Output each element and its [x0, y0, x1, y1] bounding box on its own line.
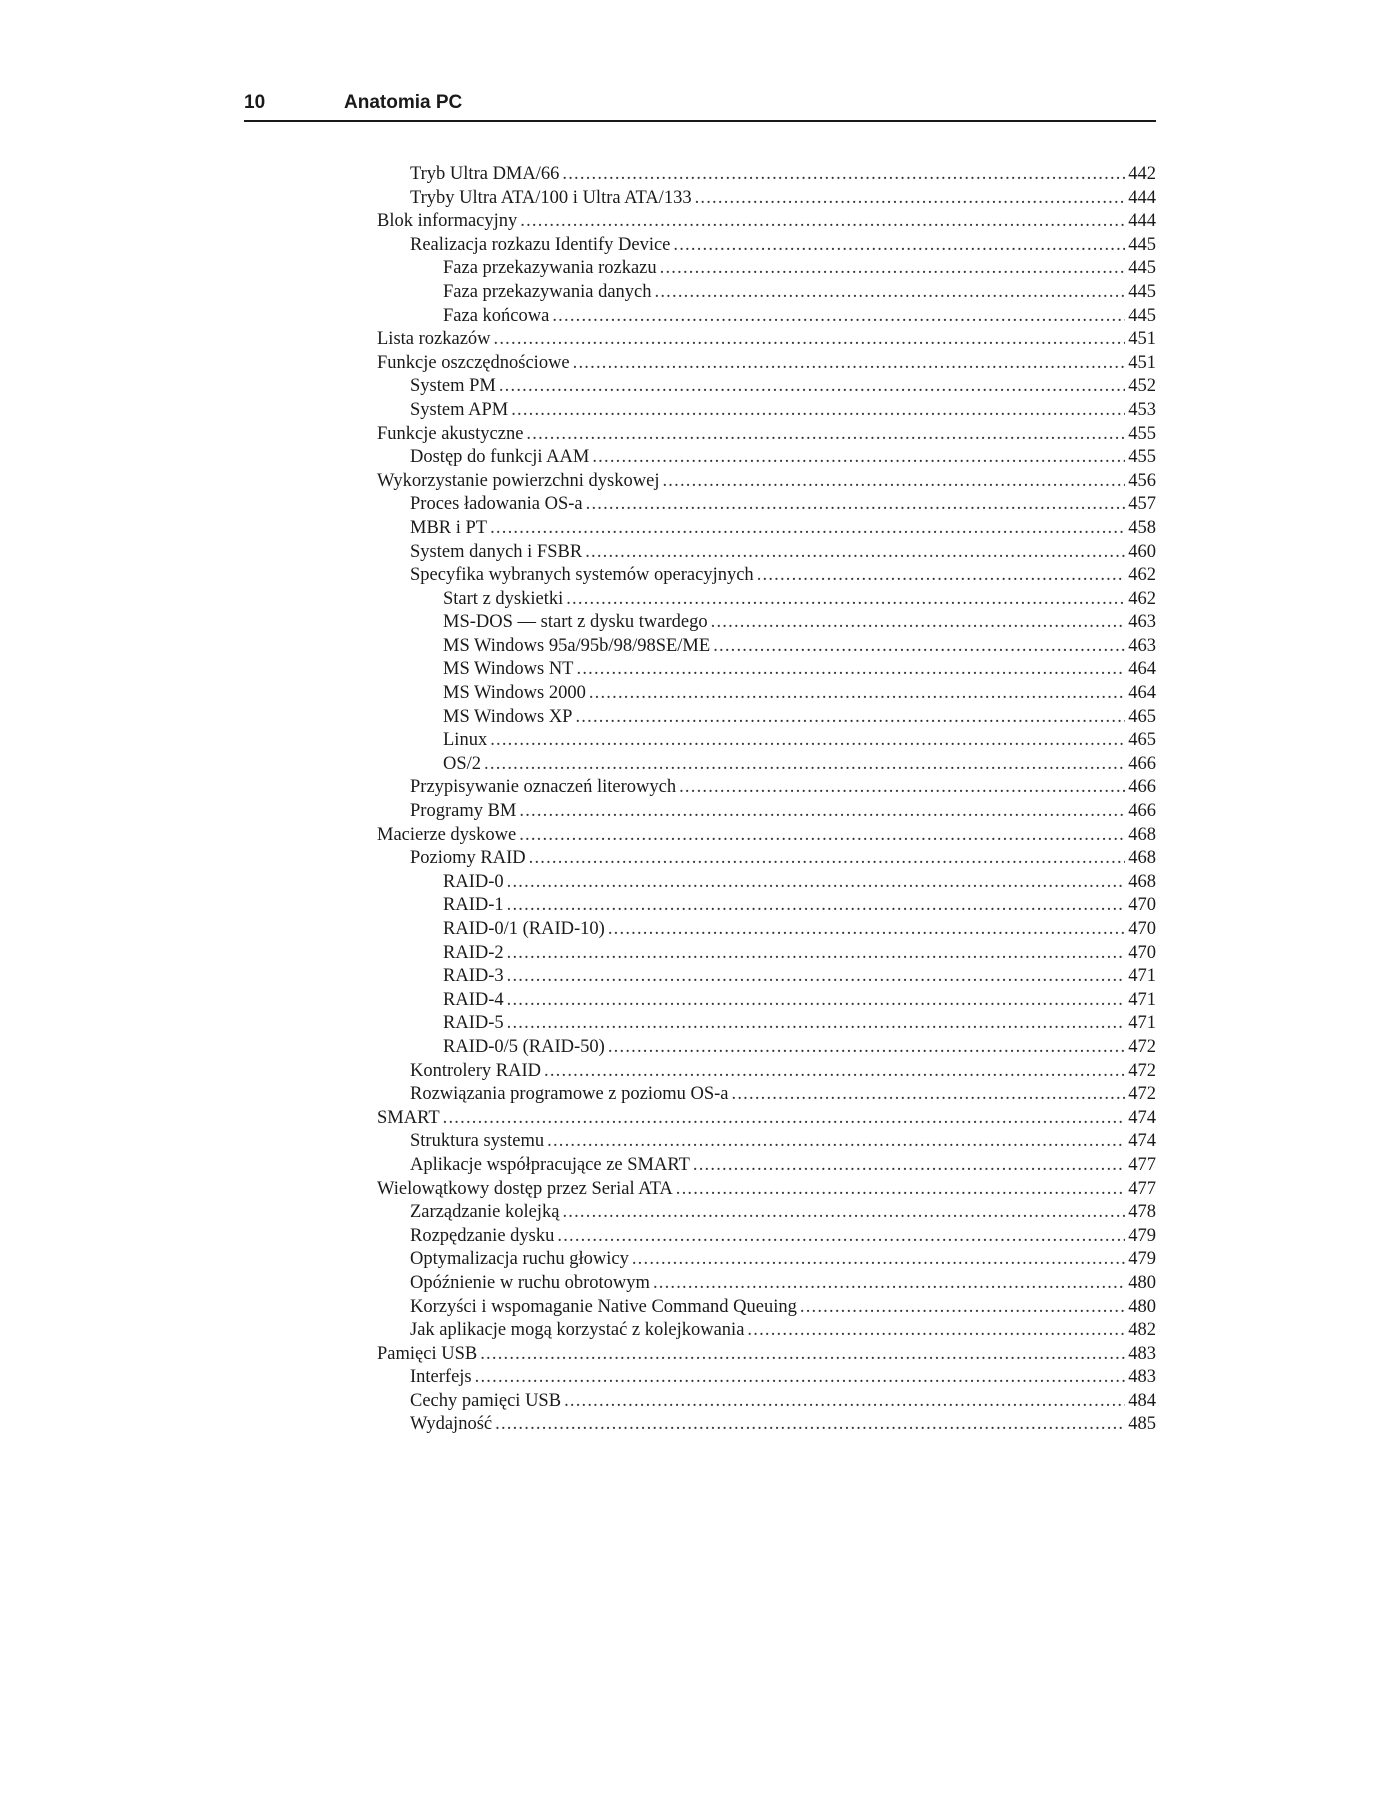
toc-entry	[377, 918, 1156, 942]
dot-leader	[632, 1248, 1125, 1272]
toc-entry-title: Poziomy RAID	[410, 848, 526, 869]
toc-entry	[377, 1154, 1156, 1178]
dot-leader	[507, 1012, 1126, 1036]
toc-entry-page: 477	[1128, 1154, 1156, 1175]
toc-entry	[377, 305, 1156, 329]
dot-leader	[662, 470, 1125, 494]
toc-entry-page: 466	[1128, 801, 1156, 822]
toc-entry-page: 466	[1128, 753, 1156, 774]
dot-leader	[507, 989, 1126, 1013]
toc-entry	[377, 658, 1156, 682]
toc-entry-page: 455	[1128, 447, 1156, 468]
toc-entry-title: MS Windows NT	[443, 659, 574, 680]
toc-entry-title: Pamięci USB	[377, 1343, 478, 1364]
toc-entry-title: Tryby Ultra ATA/100 i Ultra ATA/133	[410, 187, 692, 208]
toc-entry-page: 472	[1128, 1036, 1156, 1057]
toc-entry-page: 463	[1128, 635, 1156, 656]
toc-entry	[377, 706, 1156, 730]
toc-entry-page: 485	[1128, 1414, 1156, 1435]
dot-leader	[562, 163, 1125, 187]
toc-entry	[377, 942, 1156, 966]
toc-entry-page: 466	[1128, 777, 1156, 798]
toc-entry	[377, 824, 1156, 848]
toc-entry-title: Programy BM	[410, 801, 517, 822]
toc-entry-title: RAID-0	[443, 871, 504, 892]
toc-entry	[377, 1366, 1156, 1390]
dot-leader	[679, 776, 1125, 800]
toc-entry-page: 445	[1128, 305, 1156, 326]
toc-entry	[377, 187, 1156, 211]
toc-entry-title: Tryb Ultra DMA/66	[410, 164, 560, 184]
dot-leader	[653, 1272, 1125, 1296]
toc-entry-title: Start z dyskietki	[443, 588, 564, 609]
dot-leader	[511, 399, 1125, 423]
dot-leader	[519, 800, 1125, 824]
dot-leader	[520, 210, 1125, 234]
toc-entry-title: RAID-0/5 (RAID-50)	[443, 1036, 605, 1057]
toc-entry-page: 445	[1128, 234, 1156, 255]
toc-entry-title: Aplikacje współpracujące ze SMART	[410, 1154, 690, 1175]
dot-leader	[592, 446, 1125, 470]
dot-leader	[564, 1390, 1125, 1414]
toc-entry-page: 470	[1128, 919, 1156, 939]
toc-entry-title: RAID-5	[443, 1013, 504, 1034]
dot-leader	[655, 281, 1126, 305]
toc-entry	[377, 729, 1156, 753]
dot-leader	[711, 611, 1126, 635]
dot-leader	[757, 564, 1126, 588]
toc-entry	[377, 1060, 1156, 1084]
toc-entry	[377, 1036, 1156, 1060]
dot-leader	[747, 1319, 1125, 1343]
toc-entry-page: 457	[1128, 494, 1156, 515]
toc-entry-title: SMART	[377, 1107, 440, 1128]
dot-leader	[443, 1107, 1126, 1131]
toc-entry-page: 444	[1128, 211, 1156, 232]
dot-leader	[480, 1343, 1125, 1367]
dot-leader	[475, 1366, 1126, 1390]
toc-entry-page: 468	[1128, 824, 1156, 845]
toc-entry	[377, 611, 1156, 635]
toc-entry-page: 470	[1128, 942, 1156, 963]
toc-entry	[377, 1201, 1156, 1225]
dot-leader	[519, 824, 1125, 848]
toc-entry	[377, 965, 1156, 989]
dot-leader	[490, 729, 1125, 753]
toc-entry-title: Wykorzystanie powierzchni dyskowej	[377, 470, 660, 491]
toc-entry-page: 451	[1128, 352, 1156, 373]
toc-entry	[377, 328, 1156, 352]
toc-entry-title: Rozpędzanie dysku	[410, 1225, 555, 1246]
toc-entry	[377, 257, 1156, 281]
toc-entry-page: 480	[1128, 1296, 1156, 1317]
toc-entry-title: Cechy pamięci USB	[410, 1390, 562, 1411]
dot-leader	[566, 588, 1125, 612]
toc-entry-page: 452	[1128, 376, 1156, 397]
toc-entry-page: 468	[1128, 848, 1156, 869]
dot-leader	[484, 753, 1125, 777]
dot-leader	[585, 541, 1125, 565]
toc-entry-title: Optymalizacja ruchu głowicy	[410, 1249, 629, 1270]
dot-leader	[695, 187, 1126, 211]
toc-entry-title: Struktura systemu	[410, 1131, 545, 1152]
toc-entry-page: 458	[1128, 517, 1156, 538]
toc-entry	[377, 1107, 1156, 1131]
dot-leader	[693, 1154, 1125, 1178]
toc-entry-title: Funkcje akustyczne	[377, 423, 524, 444]
toc-entry-title: MS Windows XP	[443, 706, 573, 727]
toc-entry-title: Faza przekazywania rozkazu	[443, 258, 657, 279]
dot-leader	[507, 942, 1126, 966]
toc-entry-page: 472	[1128, 1060, 1156, 1081]
toc-entry-page: 470	[1128, 895, 1156, 916]
table-of-contents	[377, 163, 1156, 1437]
toc-entry-page: 451	[1128, 329, 1156, 350]
toc-entry	[377, 493, 1156, 517]
book-title: Anatomia PC	[344, 92, 463, 113]
toc-entry-title: Jak aplikacje mogą korzystać z kolejkowania	[410, 1320, 745, 1341]
toc-entry-title: RAID-3	[443, 966, 504, 987]
toc-entry-page: 465	[1128, 706, 1156, 727]
toc-entry-page: 442	[1128, 164, 1156, 184]
toc-entry-title: Zarządzanie kolejką	[410, 1202, 560, 1223]
toc-entry-page: 478	[1128, 1202, 1156, 1223]
dot-leader	[732, 1083, 1126, 1107]
toc-entry-page: 453	[1128, 399, 1156, 420]
dot-leader	[529, 847, 1126, 871]
toc-entry	[377, 517, 1156, 541]
toc-entry-title: RAID-0/1 (RAID-10)	[443, 919, 605, 939]
toc-entry	[377, 352, 1156, 376]
toc-entry	[377, 1296, 1156, 1320]
toc-entry-title: Kontrolery RAID	[410, 1060, 542, 1081]
dot-leader	[495, 1413, 1125, 1437]
toc-entry	[377, 1319, 1156, 1343]
toc-entry-page: 471	[1128, 989, 1156, 1010]
dot-leader	[547, 1130, 1125, 1154]
toc-entry-title: MS Windows 2000	[443, 683, 586, 704]
toc-entry-page: 483	[1128, 1343, 1156, 1364]
dot-leader	[575, 706, 1125, 730]
toc-entry	[377, 446, 1156, 470]
toc-entry-page: 456	[1128, 470, 1156, 491]
toc-entry-page: 464	[1128, 683, 1156, 704]
toc-entry	[377, 1130, 1156, 1154]
toc-entry-title: Dostęp do funkcji AAM	[410, 447, 590, 468]
toc-entry	[377, 989, 1156, 1013]
toc-entry	[377, 753, 1156, 777]
dot-leader	[589, 682, 1125, 706]
toc-entry-title: Opóźnienie w ruchu obrotowym	[410, 1272, 650, 1293]
toc-entry-title: System APM	[410, 399, 509, 420]
toc-entry	[377, 1413, 1156, 1437]
toc-entry	[377, 210, 1156, 234]
toc-entry-title: Lista rozkazów	[377, 329, 491, 350]
toc-entry	[377, 1343, 1156, 1367]
running-header	[244, 90, 1156, 122]
toc-entry-title: Linux	[443, 730, 488, 751]
toc-entry	[377, 871, 1156, 895]
toc-entry-title: Realizacja rozkazu Identify Device	[410, 234, 671, 255]
dot-leader	[673, 234, 1125, 258]
toc-entry-title: Proces ładowania OS-a	[410, 494, 583, 515]
dot-leader	[800, 1296, 1125, 1320]
toc-entry-title: Blok informacyjny	[377, 211, 518, 232]
toc-entry-page: 445	[1128, 258, 1156, 279]
toc-entry	[377, 1272, 1156, 1296]
page-number: 10	[244, 92, 266, 113]
toc-entry	[377, 1248, 1156, 1272]
toc-entry-page: 471	[1128, 966, 1156, 987]
dot-leader	[608, 1036, 1125, 1060]
dot-leader	[557, 1225, 1125, 1249]
dot-leader	[713, 635, 1125, 659]
dot-leader	[586, 493, 1126, 517]
toc-entry	[377, 1390, 1156, 1414]
toc-entry	[377, 635, 1156, 659]
dot-leader	[507, 965, 1126, 989]
toc-entry-title: MS Windows 95a/95b/98/98SE/ME	[443, 635, 711, 656]
dot-leader	[499, 375, 1125, 399]
toc-entry	[377, 1178, 1156, 1202]
toc-entry	[377, 234, 1156, 258]
toc-entry-title: Specyfika wybranych systemów operacyjnych	[410, 565, 754, 586]
toc-entry-page: 455	[1128, 423, 1156, 444]
toc-entry-title: Wielowątkowy dostęp przez Serial ATA	[377, 1178, 673, 1199]
toc-entry-page: 474	[1128, 1107, 1156, 1128]
toc-entry	[377, 470, 1156, 494]
toc-entry-title: Interfejs	[410, 1367, 472, 1388]
toc-entry	[377, 281, 1156, 305]
toc-entry	[377, 847, 1156, 871]
toc-entry-title: Funkcje oszczędnościowe	[377, 352, 570, 373]
dot-leader	[526, 423, 1125, 447]
toc-entry	[377, 564, 1156, 588]
toc-entry	[377, 423, 1156, 447]
toc-entry-title: Korzyści i wspomaganie Native Command Queuing	[410, 1296, 797, 1317]
dot-leader	[494, 328, 1126, 352]
toc-entry	[377, 1225, 1156, 1249]
toc-entry-title: Wydajność	[410, 1414, 493, 1435]
toc-entry-title: Przypisywanie oznaczeń literowych	[410, 777, 677, 798]
toc-entry-title: MS-DOS — start z dysku twardego	[443, 612, 708, 633]
toc-entry-page: 462	[1128, 565, 1156, 586]
toc-entry-page: 480	[1128, 1272, 1156, 1293]
toc-entry-page: 465	[1128, 730, 1156, 751]
toc-entry-page: 444	[1128, 187, 1156, 208]
dot-leader	[490, 517, 1125, 541]
dot-leader	[544, 1060, 1125, 1084]
dot-leader	[562, 1201, 1125, 1225]
dot-leader	[552, 305, 1125, 329]
toc-entry-page: 474	[1128, 1131, 1156, 1152]
dot-leader	[660, 257, 1126, 281]
toc-entry-page: 468	[1128, 871, 1156, 892]
toc-entry-page: 483	[1128, 1367, 1156, 1388]
toc-entry	[377, 894, 1156, 918]
toc-entry	[377, 399, 1156, 423]
toc-entry-page: 462	[1128, 588, 1156, 609]
toc-entry-title: System PM	[410, 376, 496, 397]
toc-entry-title: Macierze dyskowe	[377, 824, 517, 845]
toc-entry-title: OS/2	[443, 753, 482, 774]
dot-leader	[573, 352, 1126, 376]
toc-entry-page: 464	[1128, 659, 1156, 680]
toc-entry-page: 460	[1128, 541, 1156, 562]
toc-entry-title: RAID-2	[443, 942, 504, 963]
toc-entry-page: 479	[1128, 1225, 1156, 1246]
toc-entry-page: 471	[1128, 1013, 1156, 1034]
toc-entry-title: RAID-4	[443, 989, 504, 1010]
toc-entry-page: 463	[1128, 612, 1156, 633]
toc-entry	[377, 776, 1156, 800]
toc-entry-title: Rozwiązania programowe z poziomu OS-a	[410, 1084, 729, 1105]
dot-leader	[507, 894, 1126, 918]
toc-entry-page: 445	[1128, 281, 1156, 302]
toc-entry	[377, 375, 1156, 399]
toc-entry-page: 484	[1128, 1390, 1156, 1411]
toc-entry-title: MBR i PT	[410, 517, 488, 538]
toc-entry	[377, 541, 1156, 565]
toc-entry	[377, 1083, 1156, 1107]
toc-entry-title: Faza przekazywania danych	[443, 281, 652, 302]
toc-entry-title: RAID-1	[443, 895, 504, 916]
toc-entry-title: Faza końcowa	[443, 305, 550, 326]
toc-entry-page: 479	[1128, 1249, 1156, 1270]
toc-entry-title: System danych i FSBR	[410, 541, 583, 562]
toc-entry-page: 482	[1128, 1320, 1156, 1341]
toc-entry	[377, 1012, 1156, 1036]
dot-leader	[507, 871, 1126, 895]
dot-leader	[676, 1178, 1126, 1202]
toc-entry	[377, 682, 1156, 706]
dot-leader	[608, 918, 1125, 942]
dot-leader	[577, 658, 1126, 682]
toc-entry-page: 472	[1128, 1084, 1156, 1105]
toc-entry	[377, 800, 1156, 824]
toc-entry-page: 477	[1128, 1178, 1156, 1199]
toc-entry	[377, 163, 1156, 187]
toc-entry	[377, 588, 1156, 612]
